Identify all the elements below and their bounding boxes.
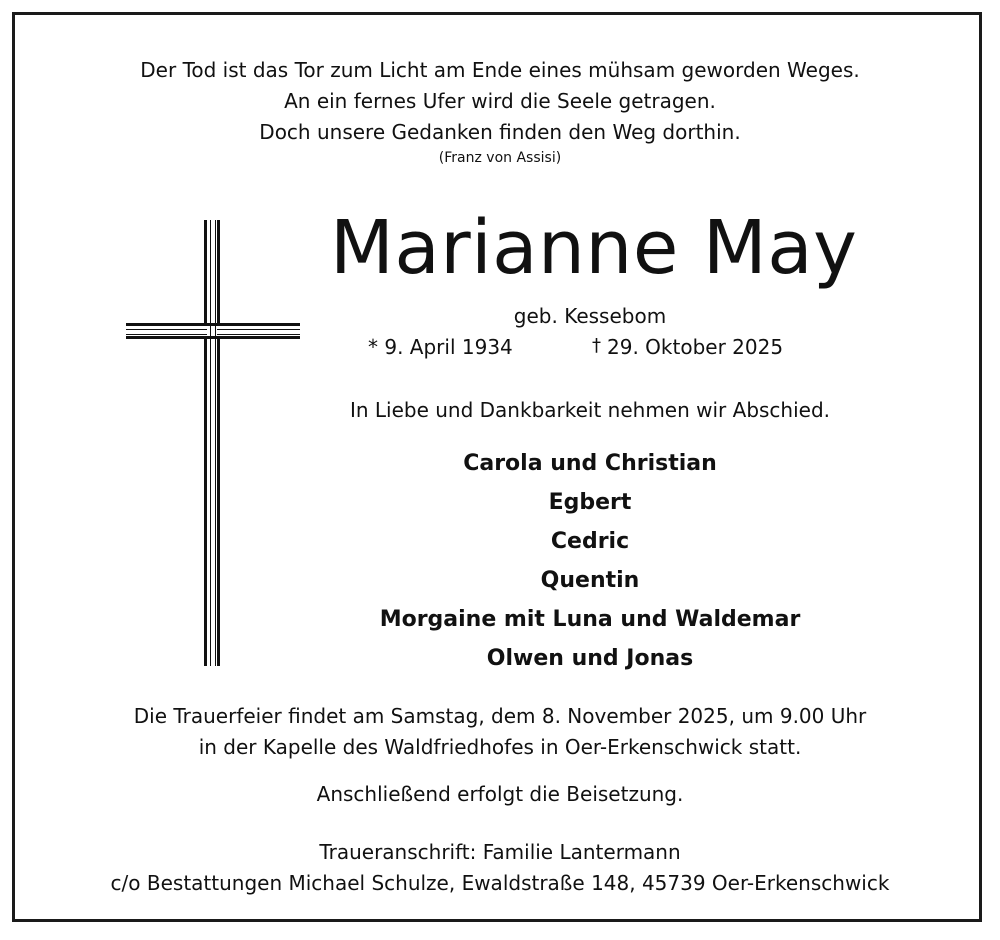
address-line-2: c/o Bestattungen Michael Schulze, Ewaldstraße 148, 45739 Oer-Erkenschwick	[110, 871, 890, 895]
birth-date: * 9. April 1934	[368, 335, 513, 359]
quote-line-2: An ein fernes Ufer wird die Seele getragen.	[284, 89, 716, 113]
death-date: 29. Oktober 2025	[607, 335, 784, 359]
maiden-name: geb. Kessebom	[513, 304, 667, 328]
burial-text: Anschließend erfolgt die Beisetzung.	[316, 782, 684, 806]
family-member: Quentin	[540, 568, 640, 593]
cross-icon	[126, 220, 300, 666]
farewell-text: In Liebe und Dankbarkeit nehmen wir Abschied.	[349, 398, 831, 422]
quote-author: (Franz von Assisi)	[438, 150, 562, 166]
service-line-1: Die Trauerfeier findet am Samstag, dem 8. November 2025, um 9.00 Uhr	[133, 704, 867, 728]
family-member: Egbert	[548, 490, 632, 515]
family-member: Morgaine mit Luna und Waldemar	[379, 607, 801, 632]
death-cross-icon: †	[592, 335, 601, 356]
address-line-1: Traueranschrift: Familie Lantermann	[319, 840, 681, 864]
quote-line-3: Doch unsere Gedanken finden den Weg dorthin.	[259, 120, 741, 144]
family-member: Carola und Christian	[463, 451, 717, 476]
death-date-group	[592, 335, 783, 359]
quote-line-1: Der Tod ist das Tor zum Licht am Ende eines mühsam geworden Weges.	[140, 58, 860, 82]
family-member: Cedric	[550, 529, 630, 554]
deceased-name: Marianne May	[330, 205, 858, 291]
family-member: Olwen und Jonas	[486, 646, 694, 671]
service-line-2: in der Kapelle des Waldfriedhofes in Oer-Erkenschwick statt.	[198, 735, 802, 759]
